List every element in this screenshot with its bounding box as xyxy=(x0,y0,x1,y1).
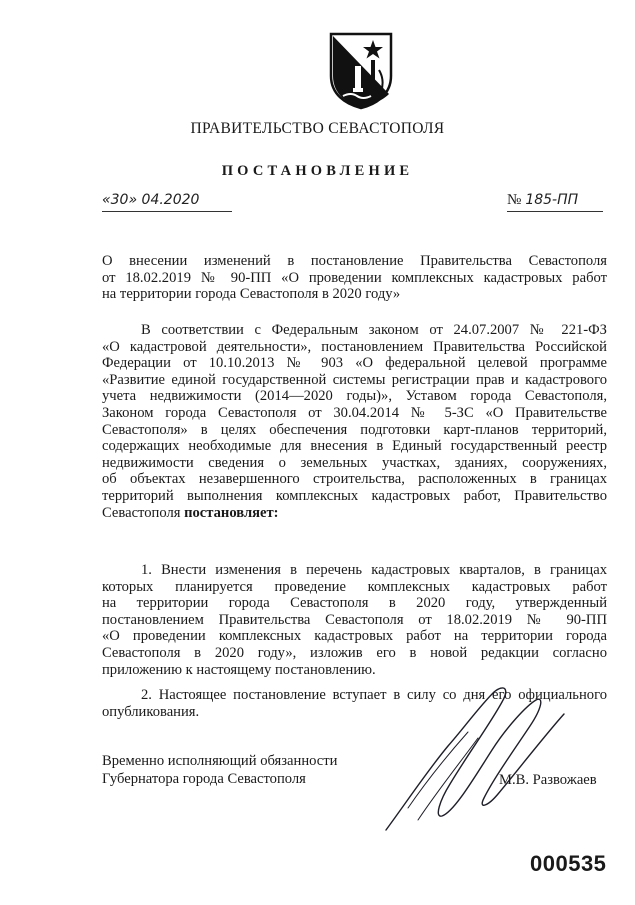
signer-position-line: Временно исполняющий обязанности xyxy=(102,753,338,769)
government-title: ПРАВИТЕЛЬСТВО СЕВАСТОПОЛЯ xyxy=(190,120,445,137)
preamble-line: территорий выполнения комплексных кадастровых работ, Правительство xyxy=(102,487,607,504)
resolves-keyword: постановляет: xyxy=(184,504,279,521)
item1-line: «О проведении комплексных кадастровых работ на территории города xyxy=(102,628,607,645)
item1-line: на территории города Севастополя в 2020 году, утвержденный xyxy=(102,595,607,612)
number-sign: № xyxy=(507,192,522,208)
preamble-line: Севастополя» в целях обеспечения подготовки карт-планов территорий, xyxy=(102,421,607,438)
preamble-line: Федерации от 10.10.2013 № 903 «О федеральной целевой программе xyxy=(102,355,607,372)
resolution-item-1 xyxy=(102,562,607,678)
sevastopol-coat-of-arms-icon xyxy=(327,30,395,110)
item2-line: 2. Настоящее постановление вступает в силу со дня его официального xyxy=(141,687,607,703)
document-number-field xyxy=(507,191,603,212)
preamble-line: об объектах незавершенного строительства, расположенных в границах xyxy=(102,471,607,488)
preamble-line: «О кадастровой деятельности», постановлением Правительства Российской xyxy=(102,338,607,355)
preamble-line: «Развитие единой государственной системы регистрации прав и кадастрового xyxy=(102,371,607,388)
preamble-line: В соответствии с Федеральным законом от 24.07.2007 № 221-ФЗ xyxy=(141,322,607,338)
handwritten-number: 185-ПП xyxy=(525,192,579,208)
subject-line: на территории города Севастополя в 2020 году» xyxy=(102,286,401,303)
preamble-line: недвижимости сведения о земельных участках, зданиях, сооружениях, xyxy=(102,454,607,471)
preamble-line: учета недвижимости (2014—2020 годы)», Уставом города Севастополя, xyxy=(102,388,607,405)
signer-name: М.В. Развожаев xyxy=(499,772,597,788)
item1-line: приложению к настоящему постановлению. xyxy=(102,661,376,678)
item1-line: постановлением Правительства Севастополя от 18.02.2019 № 90-ПП xyxy=(102,611,607,628)
preamble-final-line xyxy=(102,505,607,522)
item1-line: 1. Внести изменения в перечень кадастровых кварталов, в границах xyxy=(141,562,607,578)
subject-line: от 18.02.2019 № 90-ПП «О проведении комплексных кадастровых работ xyxy=(102,269,607,286)
handwritten-signature xyxy=(378,680,578,840)
signer-position xyxy=(102,752,337,788)
subject-line: О внесении изменений в постановление Правительства Севастополя xyxy=(102,253,607,269)
registration-number: 000535 xyxy=(530,851,607,876)
preamble-paragraph xyxy=(102,322,607,521)
item1-line: Севастополя в 2020 году», изложив его в новой редакции согласно xyxy=(102,644,607,661)
handwritten-date: «30» 04.2020 xyxy=(102,192,200,208)
preamble-line: содержащих необходимые для внесения в Единый государственный реестр xyxy=(102,438,607,455)
document-subject xyxy=(102,253,607,303)
document-type-heading: ПОСТАНОВЛЕНИЕ xyxy=(221,163,414,179)
preamble-line: Законом города Севастополя от 30.04.2014 № 5-ЗС «О Правительстве xyxy=(102,404,607,421)
signer-position-line: Губернатора города Севастополя xyxy=(102,771,306,787)
preamble-final-text: Севастополя xyxy=(102,504,185,521)
item1-line: которых планируется проведение комплексных кадастровых работ xyxy=(102,578,607,595)
item2-line: опубликования. xyxy=(102,703,200,720)
document-date-field xyxy=(102,191,232,212)
